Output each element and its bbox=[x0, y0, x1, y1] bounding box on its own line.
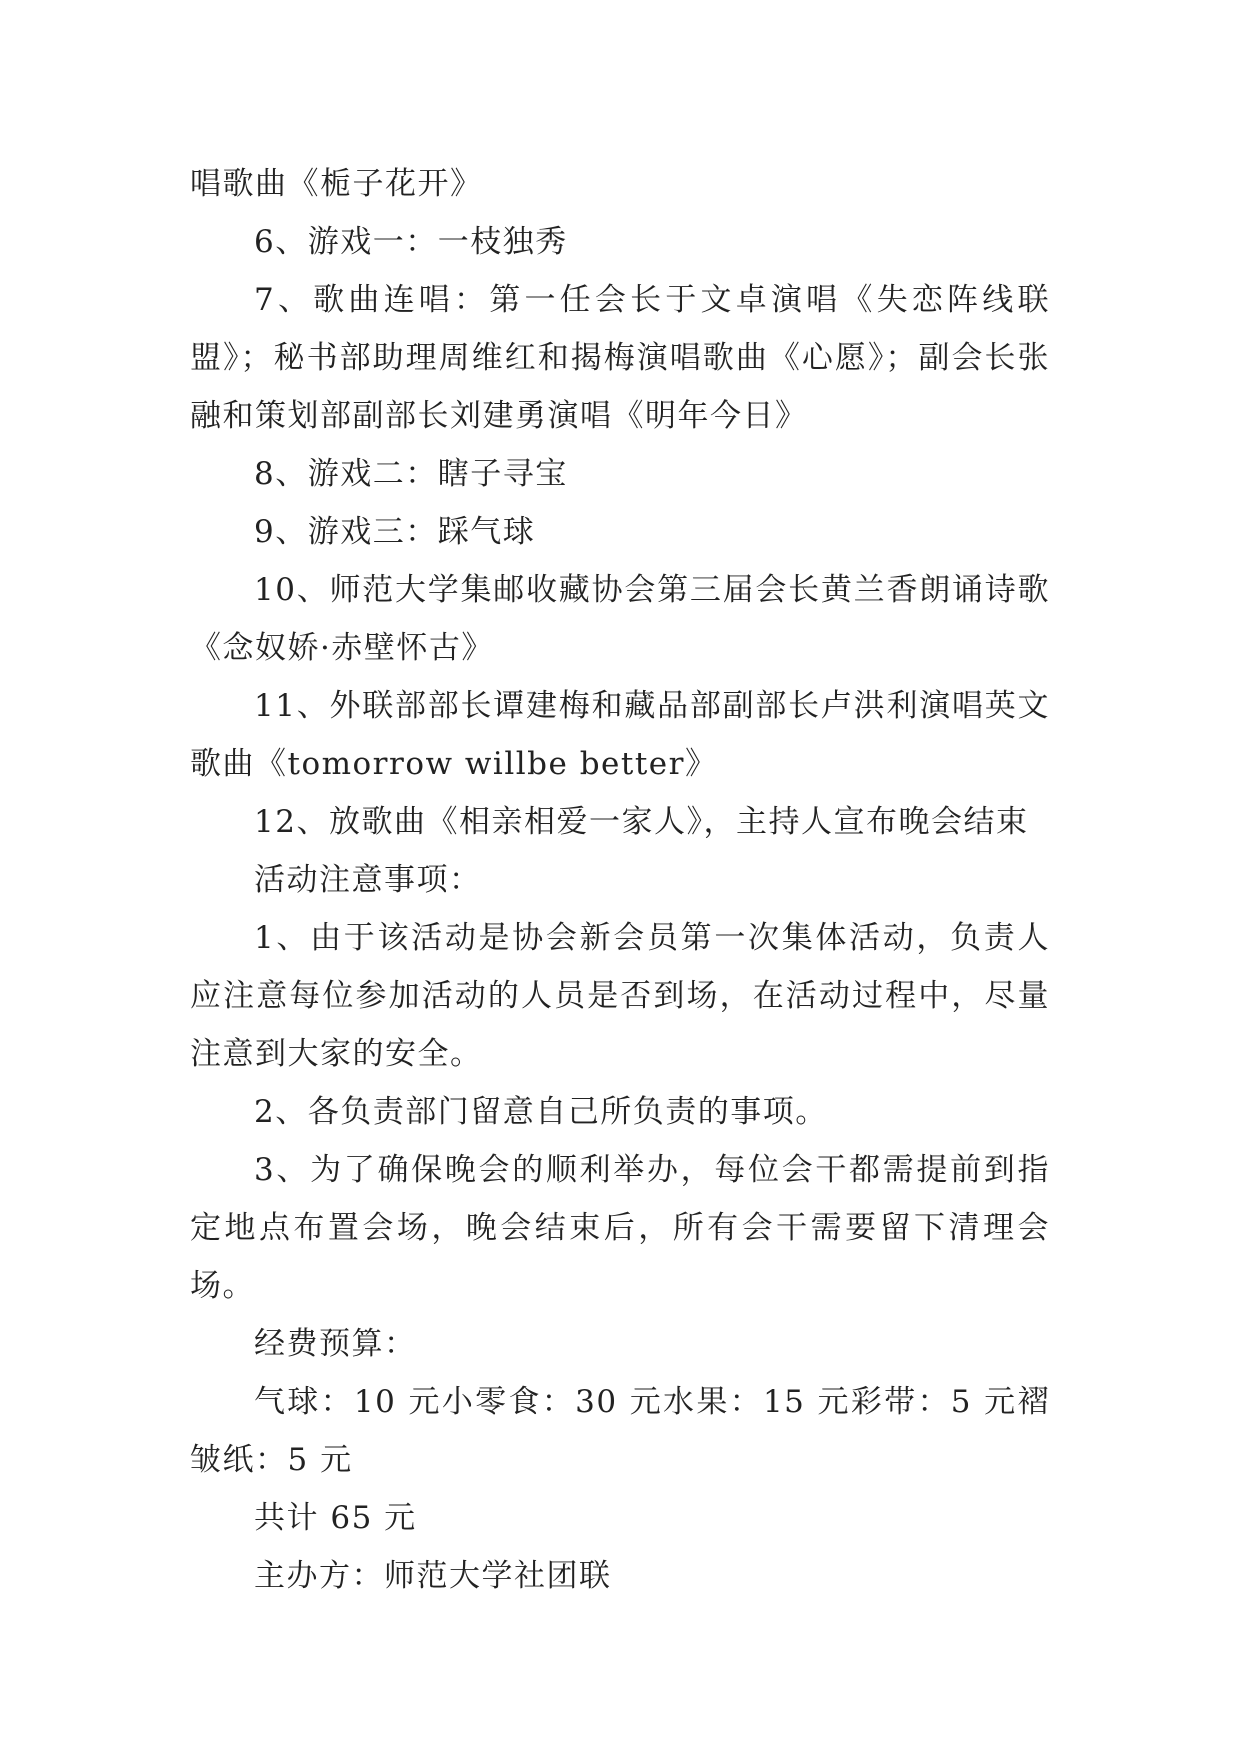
paragraph-game-one: 6、游戏一：一枝独秀 bbox=[254, 224, 568, 260]
section-heading-notes: 活动注意事项： bbox=[254, 862, 482, 898]
paragraph-song-continued: 唱歌曲《栀子花开》 bbox=[190, 166, 483, 202]
paragraph-organizer: 主办方：师范大学社团联 bbox=[254, 1558, 612, 1594]
paragraph-poem-recital: 10、师范大学集邮收藏协会第三届会长黄兰香朗诵诗歌《念奴娇·赤壁怀古》 bbox=[190, 572, 1050, 666]
paragraph-budget-total: 共计 65 元 bbox=[254, 1500, 417, 1536]
paragraph-closing: 12、放歌曲《相亲相爱一家人》，主持人宣布晚会结束 bbox=[254, 804, 1029, 840]
paragraph-game-three: 9、游戏三：踩气球 bbox=[254, 514, 536, 550]
paragraph-english-song: 11、外联部部长谭建梅和藏品部副部长卢洪利演唱英文歌曲《tomorrow willbe better》 bbox=[190, 688, 1050, 782]
paragraph-note-one: 1、由于该活动是协会新会员第一次集体活动，负责人应注意每位参加活动的人员是否到场，在活动过程中，尽量注意到大家的安全。 bbox=[190, 920, 1050, 1072]
section-heading-budget: 经费预算： bbox=[254, 1326, 417, 1362]
paragraph-song-medley: 7、歌曲连唱：第一任会长于文卓演唱《失恋阵线联盟》；秘书部助理周维红和揭梅演唱歌曲《心愿》；副会长张融和策划部副部长刘建勇演唱《明年今日》 bbox=[190, 282, 1050, 434]
document-body bbox=[190, 155, 1050, 1605]
paragraph-note-three: 3、为了确保晚会的顺利举办，每位会干都需提前到指定地点布置会场，晚会结束后，所有会干需要留下清理会场。 bbox=[190, 1152, 1050, 1304]
paragraph-budget-items: 气球：10 元小零食：30 元水果：15 元彩带：5 元褶皱纸：5 元 bbox=[190, 1384, 1050, 1478]
paragraph-game-two: 8、游戏二：瞎子寻宝 bbox=[254, 456, 568, 492]
paragraph-note-two: 2、各负责部门留意自己所负责的事项。 bbox=[254, 1094, 828, 1130]
